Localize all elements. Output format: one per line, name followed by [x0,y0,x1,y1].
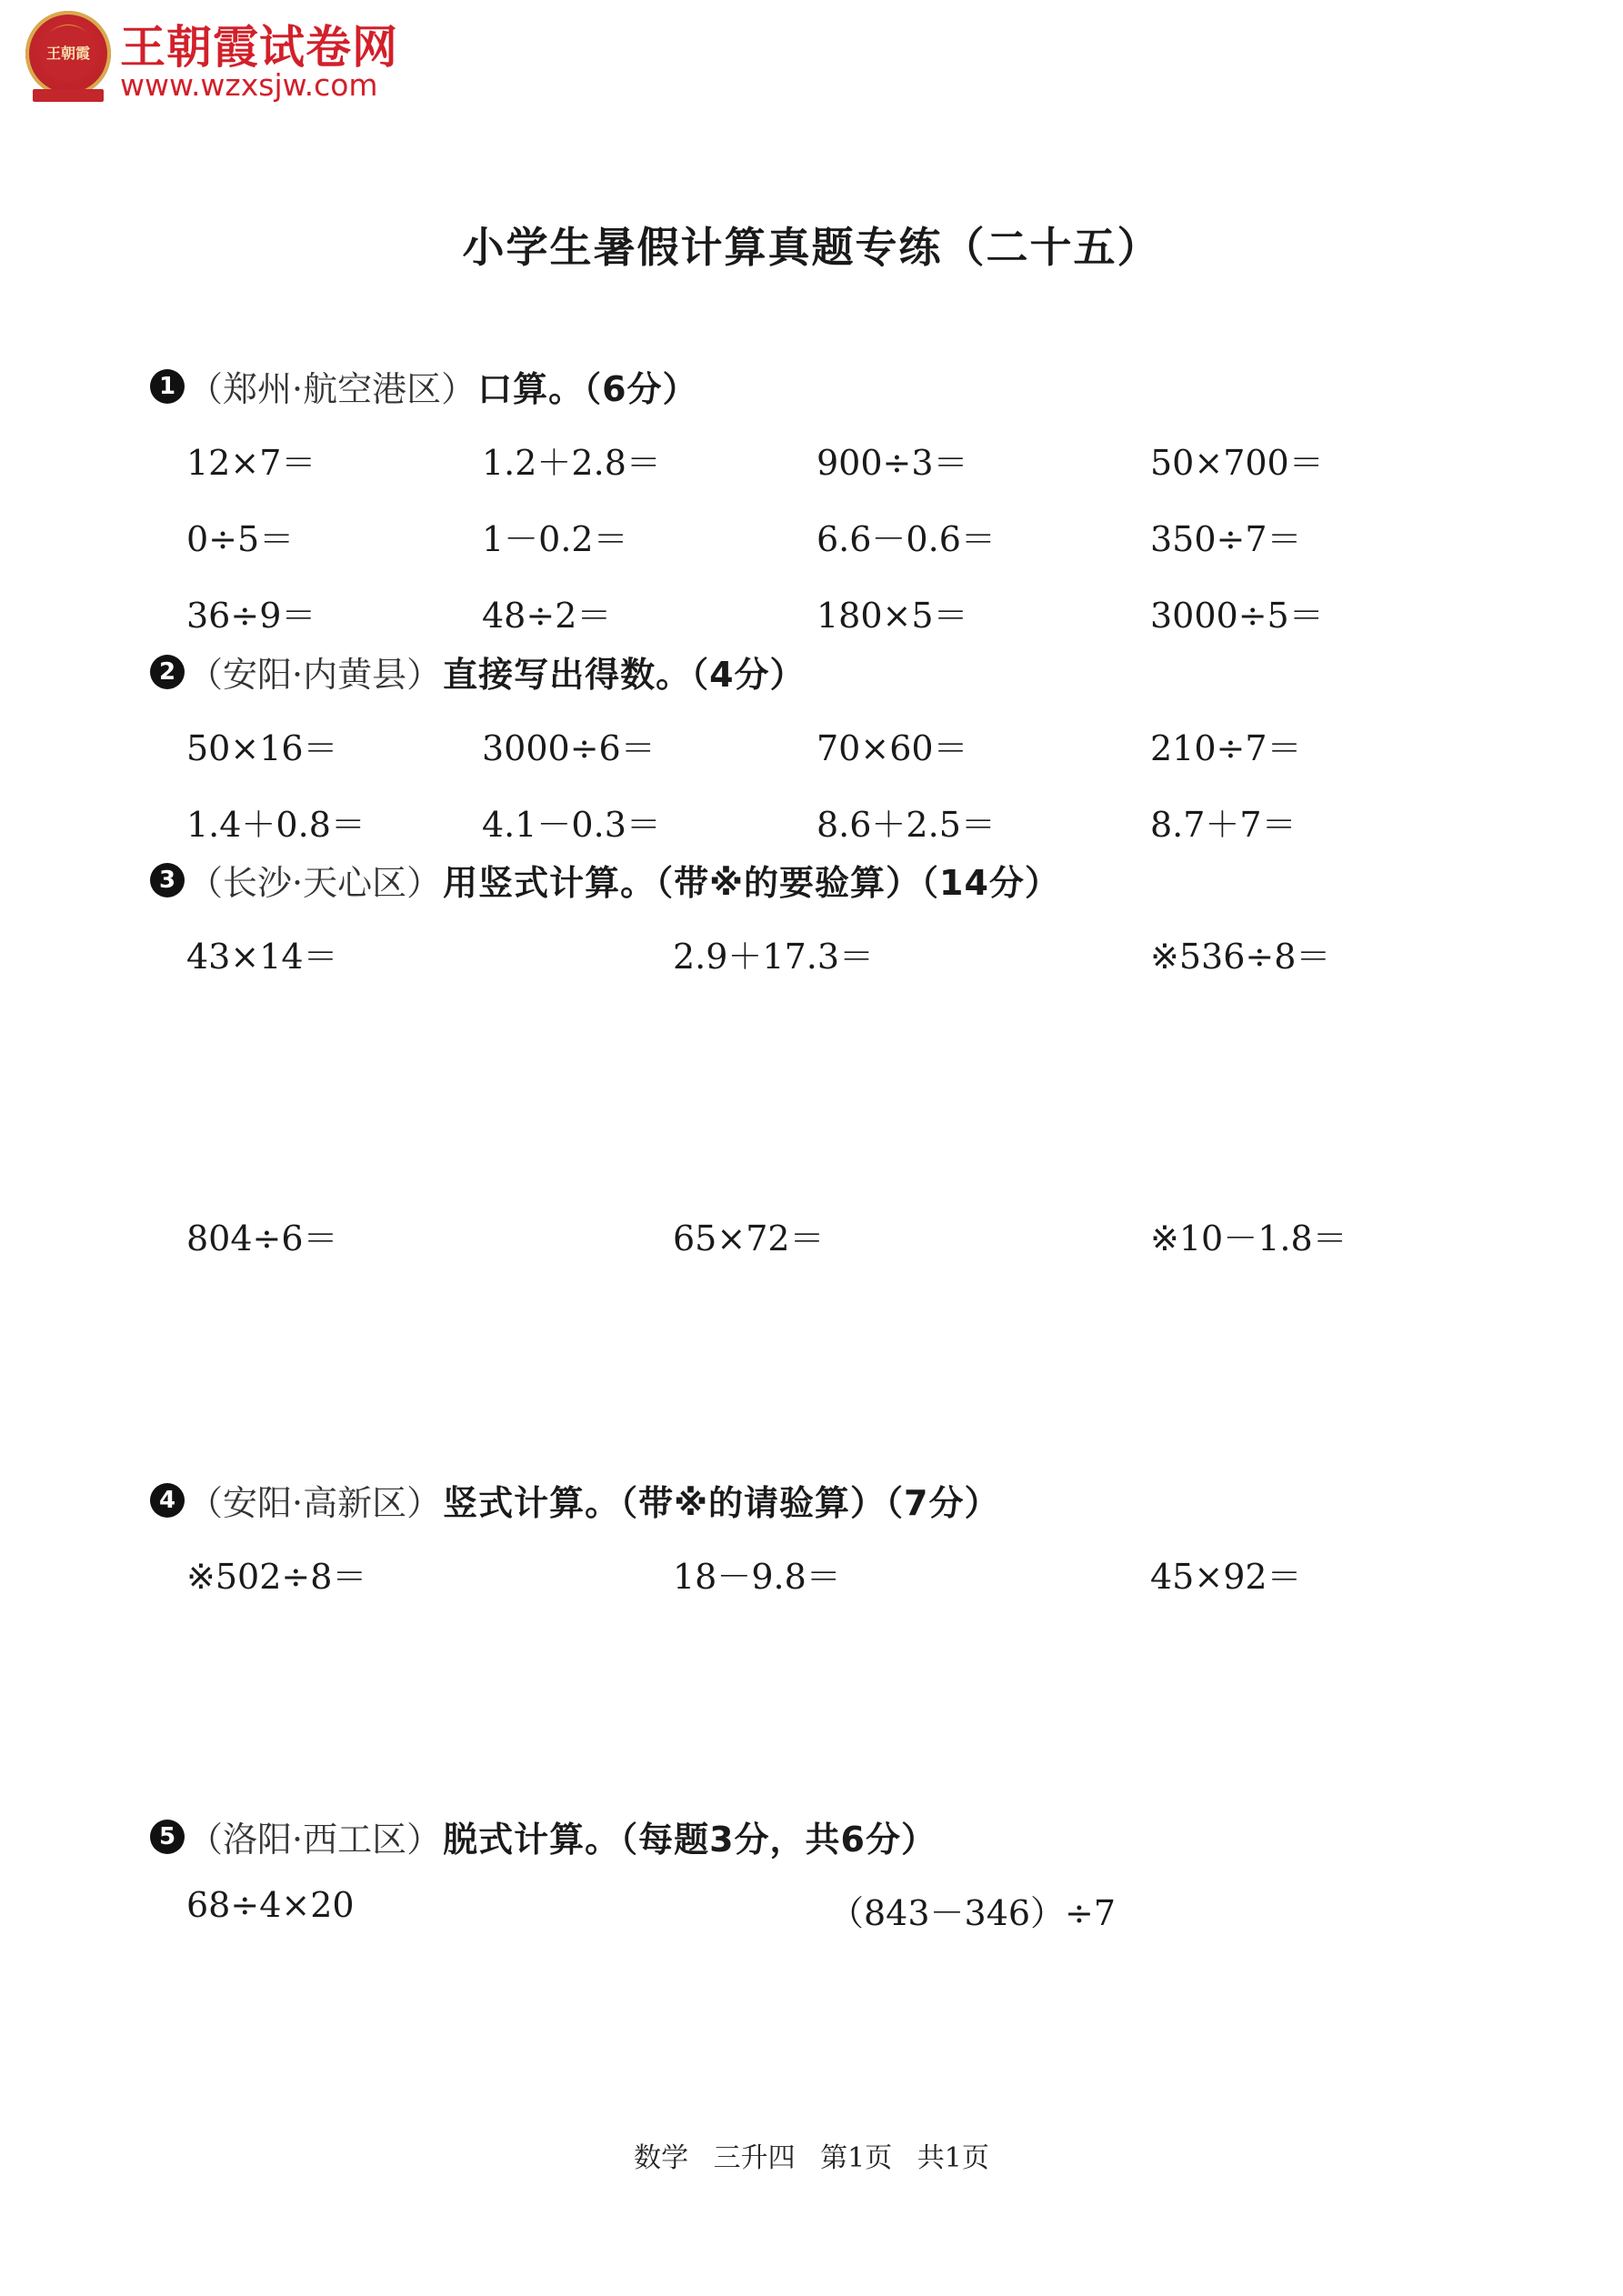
logo-url: www.wzxsjw.com [120,67,378,103]
page-footer: 数学 三升四 第1页 共1页 [634,2142,989,2174]
exercise-item: 1.4＋0.8＝ [186,805,366,845]
question-source: （洛阳·西工区） [188,1820,442,1860]
exercise-item: 12×7＝ [186,443,316,483]
exercise-item: 18－9.8＝ [673,1557,841,1597]
question-source: （长沙·天心区） [188,863,442,903]
exercise-item: 2.9＋17.3＝ [673,937,875,977]
exercise-item: 43×14＝ [186,937,338,977]
question-source: （安阳·内黄县） [188,655,442,695]
exercise-item: 4.1－0.3＝ [482,805,661,845]
exercise-item: 68÷4×20 [186,1885,355,1925]
exercise-item: 45×92＝ [1150,1557,1302,1597]
exercise-item: 6.6－0.6＝ [817,519,996,559]
page-title: 小学生暑假计算真题专练（二十五） [462,223,1161,272]
exercise-item: 180×5＝ [817,596,968,636]
question-text: 用竖式计算。（带※的要验算）（14分） [443,863,1060,903]
question-5-heading [150,1811,937,1861]
exercise-item: 50×16＝ [186,728,338,768]
exercise-item: 350÷7＝ [1150,519,1302,559]
question-number: 2 [150,655,185,689]
question-1-heading [150,361,698,411]
question-text: 脱式计算。（每题3分，共6分） [443,1820,937,1860]
exercise-item: 3000÷6＝ [482,728,656,768]
question-text: 直接写出得数。（4分） [443,655,806,695]
question-3-heading [150,855,1060,905]
question-2-heading [150,647,806,697]
exercise-item: 210÷7＝ [1150,728,1302,768]
exercise-item: 1－0.2＝ [482,519,628,559]
exercise-item: ※10－1.8＝ [1150,1218,1347,1258]
logo-seal-icon [25,11,111,96]
question-4-heading [150,1475,999,1525]
exercise-item: ※502÷8＝ [186,1557,367,1597]
exercise-item: 0÷5＝ [186,519,295,559]
exercise-item: （843－346）÷7 [829,1893,1117,1933]
exercise-item: 48÷2＝ [482,596,612,636]
logo-seal-text: 王朝霞 [40,25,96,82]
question-number: 3 [150,863,185,897]
exercise-item: 8.7＋7＝ [1150,805,1297,845]
exercise-item: 65×72＝ [673,1218,825,1258]
question-text: 口算。（6分） [477,369,698,409]
exercise-item: 70×60＝ [817,728,968,768]
question-number: 4 [150,1483,185,1518]
question-number: 5 [150,1820,185,1854]
question-text: 竖式计算。（带※的请验算）（7分） [443,1483,1000,1523]
exercise-item: 900÷3＝ [817,443,968,483]
exercise-item: 3000÷5＝ [1150,596,1324,636]
question-source: （安阳·高新区） [188,1483,442,1523]
logo-name: 王朝霞试卷网 [120,21,398,74]
exercise-item: ※536÷8＝ [1150,937,1331,977]
exercise-item: 36÷9＝ [186,596,316,636]
question-source: （郑州·航空港区） [188,369,476,409]
exercise-item: 1.2＋2.8＝ [482,443,661,483]
site-logo [25,7,426,107]
question-number: 1 [150,369,185,404]
logo-ribbon [33,89,104,102]
exercise-item: 8.6＋2.5＝ [817,805,996,845]
exercise-item: 50×700＝ [1150,443,1324,483]
exercise-item: 804÷6＝ [186,1218,338,1258]
